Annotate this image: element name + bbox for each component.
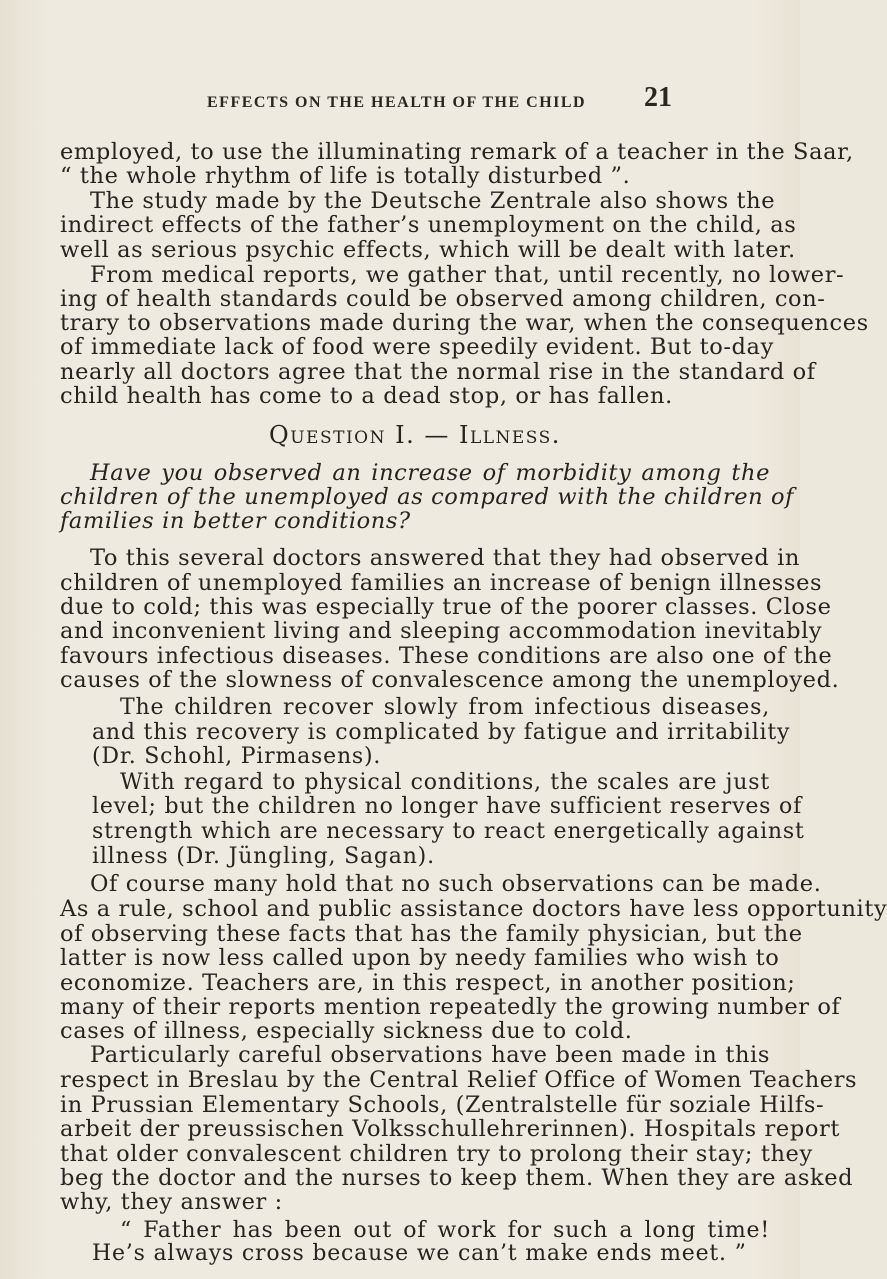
text-line: favours infectious diseases. These conditions are also one of the bbox=[60, 643, 833, 669]
question-line: children of the unemployed as compared with the children of bbox=[60, 484, 795, 510]
text-line: well as serious psychic effects, which will be dealt with later. bbox=[60, 237, 796, 263]
text-line: respect in Breslau by the Central Relief Office of Women Teachers bbox=[60, 1067, 858, 1093]
text-line: many of their reports mention repeatedly the growing number of bbox=[60, 994, 841, 1020]
text-line: and inconvenient living and sleeping accommodation inevitably bbox=[60, 618, 823, 644]
text-line: indirect effects of the father’s unemployment on the child, as bbox=[60, 212, 797, 238]
text-line: children of unemployed families an increase of benign illnesses bbox=[60, 570, 823, 596]
text-line: latter is now less called upon by needy families who wish to bbox=[60, 945, 780, 971]
quote-line: (Dr. Schohl, Pirmasens). bbox=[92, 744, 382, 769]
text-line: Of course many hold that no such observations can be made. bbox=[90, 871, 822, 897]
page-number: 21 bbox=[644, 82, 672, 113]
text-line: From medical reports, we gather that, until recently, no lower- bbox=[90, 262, 845, 288]
text-line: beg the doctor and the nurses to keep them. When they are asked bbox=[60, 1165, 854, 1191]
text-line: in Prussian Elementary Schools, (Zentralstelle für soziale Hilfs- bbox=[60, 1092, 825, 1118]
quote-line: “ Father has been out of work for such a long time! bbox=[120, 1218, 770, 1243]
text-line: ing of health standards could be observed among children, con- bbox=[60, 286, 826, 312]
text-line: To this several doctors answered that they had observed in bbox=[90, 545, 800, 571]
quote-line: With regard to physical conditions, the scales are just bbox=[120, 770, 770, 795]
text-line: that older convalescent children try to prolong their stay; they bbox=[60, 1141, 813, 1167]
quote-line: and this recovery is complicated by fatigue and irritability bbox=[92, 720, 791, 745]
text-line: why, they answer : bbox=[60, 1189, 283, 1215]
question-line: Have you observed an increase of morbidity among the bbox=[90, 460, 770, 486]
text-line: of immediate lack of food were speedily evident. But to-day bbox=[60, 334, 774, 360]
text-line: of observing these facts that has the family physician, but the bbox=[60, 921, 803, 947]
text-line: trary to observations made during the war, when the consequences bbox=[60, 310, 869, 336]
text-line: Particularly careful observations have been made in this bbox=[90, 1042, 770, 1068]
text-line: due to cold; this was especially true of the poorer classes. Close bbox=[60, 594, 832, 620]
text-line: The study made by the Deutsche Zentrale also shows the bbox=[90, 188, 776, 214]
text-line: economize. Teachers are, in this respect, in another position; bbox=[60, 970, 796, 996]
quote-line: The children recover slowly from infectious diseases, bbox=[120, 695, 770, 720]
running-header: EFFECTS ON THE HEALTH OF THE CHILD bbox=[207, 94, 587, 111]
text-line: causes of the slowness of convalescence among the unemployed. bbox=[60, 667, 840, 693]
text-line: child health has come to a dead stop, or has fallen. bbox=[60, 383, 673, 409]
quote-line: He’s always cross because we can’t make ends meet. ” bbox=[92, 1241, 747, 1266]
text-line: As a rule, school and public assistance doctors have less opportunity bbox=[60, 896, 887, 922]
text-line: employed, to use the illuminating remark of a teacher in the Saar, bbox=[60, 139, 854, 165]
text-line: cases of illness, especially sickness due to cold. bbox=[60, 1018, 633, 1044]
question-line: families in better conditions? bbox=[60, 508, 411, 534]
quote-line: strength which are necessary to react energetically against bbox=[92, 819, 805, 844]
text-line: “ the whole rhythm of life is totally disturbed ”. bbox=[60, 163, 631, 189]
quote-line: illness (Dr. Jüngling, Sagan). bbox=[92, 844, 435, 869]
quote-line: level; but the children no longer have sufficient reserves of bbox=[92, 794, 803, 819]
text-line: arbeit der preussischen Volksschullehrerinnen). Hospitals report bbox=[60, 1116, 840, 1142]
text-line: nearly all doctors agree that the normal rise in the standard of bbox=[60, 359, 816, 385]
section-heading: Question I. — Illness. bbox=[269, 421, 561, 449]
